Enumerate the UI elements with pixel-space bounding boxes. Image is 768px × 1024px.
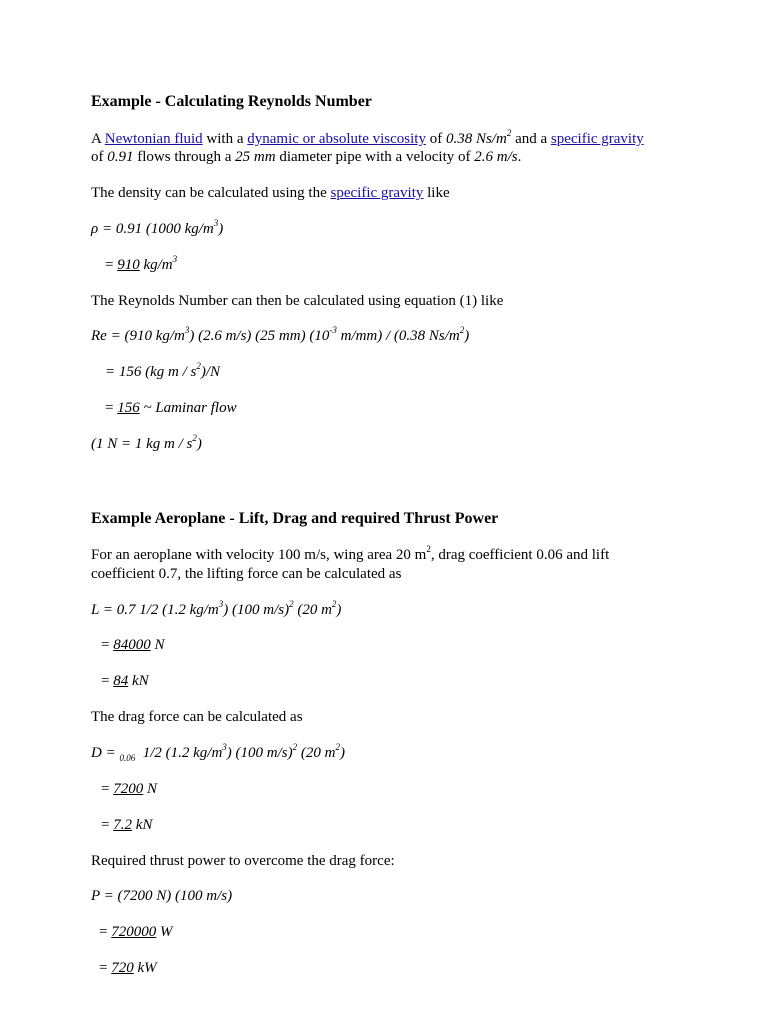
reynolds-result: = 156 ~ Laminar flow [105, 400, 237, 416]
lift-equation: L = 0.7 1/2 (1.2 $kg/m^3$) (100 m/s)$^2$ (20 $m^2$) [91, 599, 342, 618]
example-1-title: Example - Calculating Reynolds Number [91, 93, 372, 110]
ex2-paragraph-3: Required thrust power to overcome the drag force: [91, 853, 395, 869]
reynolds-step: = 156 (kg m / $s^2)/N$ [105, 361, 221, 380]
ex2-paragraph-1-line-1: For an aeroplane with velocity 100 m/s, wing area 20 $m^2$, drag coefficient 0.06 and lift [91, 544, 610, 563]
ex1-paragraph-1-line-1: A Newtonian fluid with a dynamic or absolute viscosity of 0.38 $Ns/m^2$ and a specific gravity [91, 128, 644, 147]
ex2-paragraph-1-line-2: coefficient 0.7, the lifting force can be calculated as [91, 566, 402, 582]
specific-gravity-link-2[interactable]: specific gravity [330, 185, 424, 201]
drag-result-kn: = 7.2 kN [101, 817, 153, 833]
newton-definition: (1 N = 1 kg m / $s^2$) [91, 433, 202, 452]
example-2-title: Example Aeroplane - Lift, Drag and required Thrust Power [91, 510, 499, 527]
newtonian-fluid-link[interactable]: Newtonian fluid [104, 131, 203, 147]
lift-result-kn: = 84 kN [101, 673, 149, 689]
ex1-paragraph-3: The Reynolds Number can then be calculated using equation (1) like [91, 293, 504, 309]
density-result: = 910 $kg/m^3$ [105, 254, 178, 273]
specific-gravity-link[interactable]: specific gravity [550, 131, 644, 147]
reynolds-equation: Re = (910 $kg/m^3$) (2.6 m/s) (25 mm) ($10^{-3}$ m/mm) / (0.38 $Ns/m^2$) [91, 325, 470, 344]
ex1-paragraph-2: The density can be calculated using the specific gravity like [91, 185, 450, 201]
drag-equation: D = $_{0.06}$ 1/2 (1.2 $kg/m^3$) (100 m/s)$^2$ (20 $m^2$) [91, 742, 345, 763]
power-result-kw: = 720 kW [99, 960, 157, 976]
lift-result-n: = 84000 N [101, 637, 165, 653]
power-equation: P = (7200 N) (100 m/s) [91, 888, 233, 904]
drag-result-n: = 7200 N [101, 781, 157, 797]
density-equation: ρ = 0.91 (1000 $kg/m^3$) [91, 218, 224, 237]
viscosity-link[interactable]: dynamic or absolute viscosity [247, 131, 426, 147]
ex1-paragraph-1-line-2: of 0.91 flows through a 25 mm diameter pipe with a velocity of 2.6 m/s. [91, 149, 522, 165]
power-result-w: = 720000 W [99, 924, 173, 940]
ex2-paragraph-2: The drag force can be calculated as [91, 709, 303, 725]
